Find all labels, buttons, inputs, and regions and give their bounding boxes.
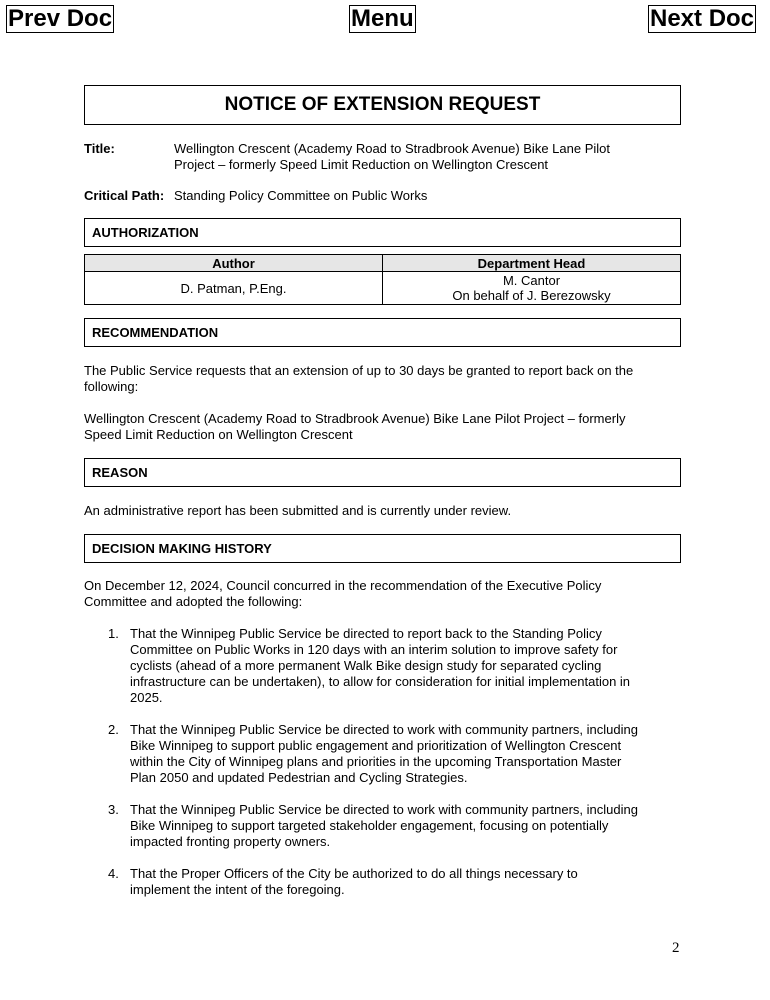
list-item-line: implement the intent of the foregoing. [130, 882, 345, 897]
list-item-line: That the Proper Officers of the City be authorized to do all things necessary to [130, 866, 578, 881]
list-item-number: 2. [108, 722, 119, 737]
table-header-row [85, 255, 681, 272]
department-head-cell [383, 272, 681, 305]
authorization-heading: AUTHORIZATION [84, 218, 681, 247]
author-name: D. Patman, P.Eng. [85, 272, 383, 305]
department-head-name: M. Cantor [502, 273, 561, 288]
document-heading: NOTICE OF EXTENSION REQUEST [84, 85, 681, 125]
table-row [85, 272, 681, 305]
decision-history-heading: DECISION MAKING HISTORY [84, 534, 681, 563]
list-item [84, 722, 681, 786]
title-row [84, 141, 681, 173]
list-item-line: That the Winnipeg Public Service be directed to work with community partners, including [130, 802, 638, 817]
paragraph-line: Wellington Crescent (Academy Road to Stradbrook Avenue) Bike Lane Pilot Project – formerly [84, 411, 626, 426]
critical-path-label: Critical Path: [84, 188, 165, 203]
title-value-line: Project – formerly Speed Limit Reduction on Wellington Crescent [174, 157, 549, 172]
decision-history-intro [84, 578, 681, 610]
next-doc-button[interactable]: Next Doc [650, 5, 755, 32]
document-page [84, 85, 681, 898]
list-item-number: 3. [108, 802, 119, 817]
paragraph-line: On December 12, 2024, Council concurred in the recommendation of the Executive Policy [84, 578, 602, 593]
prev-doc-button[interactable]: Prev Doc [8, 5, 113, 32]
critical-path-row [84, 188, 681, 204]
paragraph-line: following: [84, 379, 139, 394]
reason-heading: REASON [84, 458, 681, 487]
list-item-line: cyclists (ahead of a more permanent Walk Bike design study for separated cycling [130, 658, 602, 673]
menu-button[interactable]: Menu [351, 5, 414, 32]
list-item-line: Committee on Public Works in 120 days with an interim solution to improve safety for [130, 642, 618, 657]
page-number: 2 [672, 940, 680, 956]
list-item-line: Bike Winnipeg to support public engagement and prioritization of Wellington Crescent [130, 738, 622, 753]
authorization-table [84, 254, 681, 305]
list-item-line: 2025. [130, 690, 163, 705]
list-item-number: 1. [108, 626, 119, 641]
list-item-line: Bike Winnipeg to support targeted stakeholder engagement, focusing on potentially [130, 818, 609, 833]
paragraph-line: Committee and adopted the following: [84, 594, 303, 609]
title-value [174, 141, 681, 173]
list-item [84, 866, 681, 898]
reason-text: An administrative report has been submitted and is currently under review. [84, 503, 512, 518]
recommendation-paragraph [84, 363, 681, 395]
critical-path-value: Standing Policy Committee on Public Works [174, 188, 428, 203]
paragraph-line: Speed Limit Reduction on Wellington Crescent [84, 427, 353, 442]
list-item-line: infrastructure can be undertaken), to allow for consideration for initial implementation in [130, 674, 631, 689]
paragraph-line: The Public Service requests that an extension of up to 30 days be granted to report back on the [84, 363, 634, 378]
department-head-behalf: On behalf of J. Berezowsky [452, 288, 611, 303]
list-item [84, 626, 681, 706]
list-item-line: Plan 2050 and updated Pedestrian and Cycling Strategies. [130, 770, 468, 785]
title-label: Title: [84, 141, 115, 156]
decision-history-list [84, 626, 681, 898]
list-item-number: 4. [108, 866, 119, 881]
list-item-line: within the City of Winnipeg plans and priorities in the upcoming Transportation Master [130, 754, 622, 769]
list-item-line: That the Winnipeg Public Service be directed to work with community partners, including [130, 722, 638, 737]
recommendation-heading: RECOMMENDATION [84, 318, 681, 347]
list-item-line: That the Winnipeg Public Service be directed to report back to the Standing Policy [130, 626, 602, 641]
title-value-line: Wellington Crescent (Academy Road to Stradbrook Avenue) Bike Lane Pilot [174, 141, 610, 156]
list-item [84, 802, 681, 850]
author-column-header: Author [85, 255, 383, 272]
recommendation-subject [84, 411, 681, 443]
list-item-line: impacted fronting property owners. [130, 834, 331, 849]
department-head-column-header: Department Head [383, 255, 681, 272]
